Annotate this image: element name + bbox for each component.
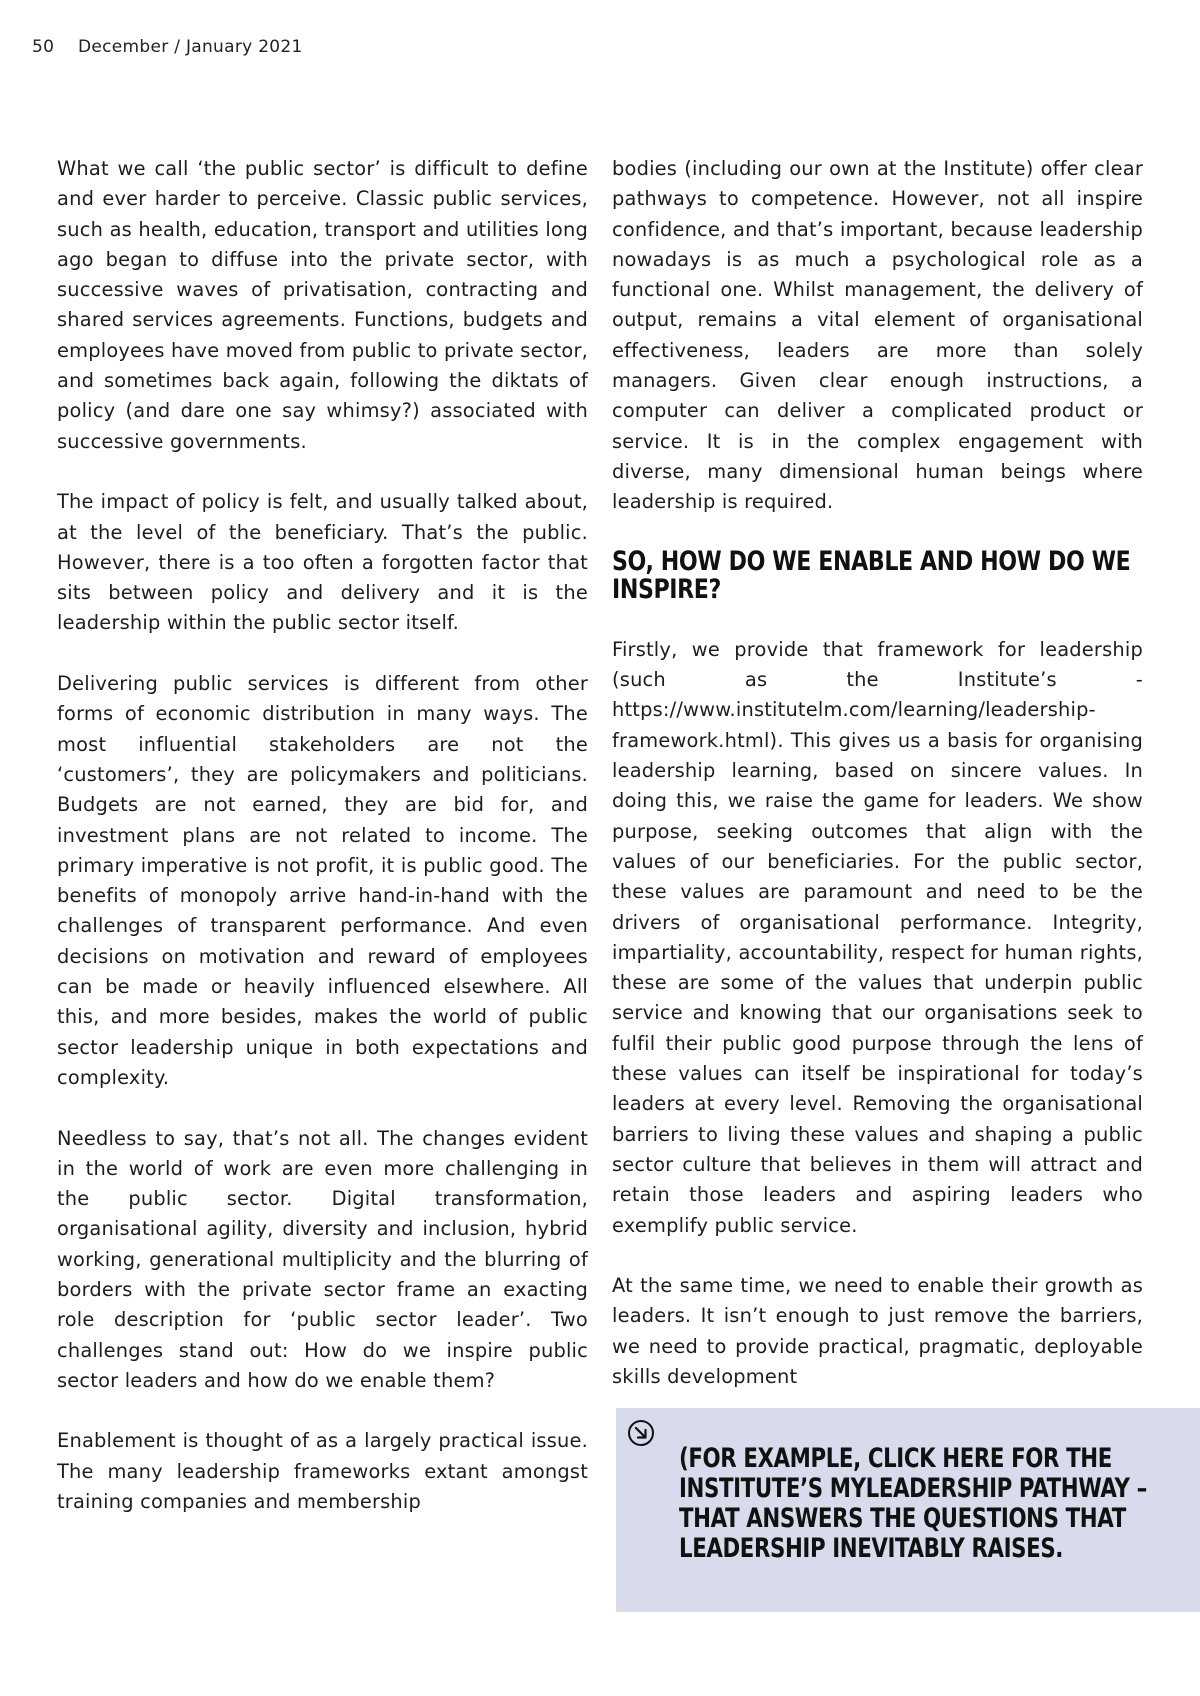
- arrow-down-right-circle-icon[interactable]: [627, 1419, 655, 1447]
- page-number: 50: [32, 37, 55, 57]
- paragraph: At the same time, we need to enable their growth as leaders. It isn’t enough to just remove the barriers, we need to provide practical, pragmatic, deployable skills development: [612, 1274, 1143, 1388]
- right-column: [612, 154, 1143, 1392]
- paragraph: Needless to say, that’s not all. The changes evident in the world of work are even more challenging in the public sector. Digital transformation, organisational agility, diversity and inclusion, hybrid working, generational multiplicity and the blurring of borders with the private sector frame an exacting role description for ‘public sector leader’. Two challenges stand out: How do we inspire public sector leaders and how do we enable them?: [57, 1126, 588, 1392]
- paragraph: Enablement is thought of as a largely practical issue. The many leadership frameworks extant amongst training companies and membership: [57, 1429, 588, 1514]
- left-column: [57, 154, 588, 1517]
- paragraph: The impact of policy is felt, and usually talked about, at the level of the beneficiary. That’s the public. However, there is a too often a forgotten factor that sits between policy and delivery and it is the leadership within the public sector itself.: [57, 490, 588, 635]
- paragraph: What we call ‘the public sector’ is difficult to define and ever harder to perceive. Classic public services, such as health, education, transport and utilities long ago began to diffuse into the private sector, with successive waves of privatisation, contracting and shared services agreements. Functions, budgets and employees have moved from public to private sector, and sometimes back again, following the diktats of policy (and dare one say whimsy?) associated with successive governments.: [57, 157, 588, 453]
- page-header: [32, 37, 303, 57]
- paragraph: Firstly, we provide that framework for leadership (such as the Institute’s - https://www.institutelm.com/learning/leadership-framework.html). This gives us a basis for organising leadership learning, based on sincere values. In doing this, we raise the game for leaders. We show purpose, seeking outcomes that align with the values of our beneficiaries. For the public sector, these values are paramount and need to be the drivers of organisational performance. Integrity, impartiality, accountability, respect for human rights, these are some of the values that underpin public service and knowing that our organisations seek to fulfil their public good purpose through the lens of these values can itself be inspirational for today’s leaders at every level. Removing the organisational barriers to living these values and shaping a public sector culture that believes in them will attract and retain those leaders and aspiring leaders who exemplify public service.: [612, 637, 1143, 1237]
- paragraph: bodies (including our own at the Institute) offer clear pathways to competence. However, not all inspire confidence, and that’s important, because leadership nowadays is as much a psychological role as a functional one. Whilst management, the delivery of output, remains a vital element of organisational effectiveness, leaders are more than solely managers. Given clear enough instructions, a computer can deliver a complicated product or service. It is in the complex engagement with diverse, many dimensional human beings where leadership is required.: [612, 157, 1143, 514]
- issue-date: December / January 2021: [77, 37, 303, 57]
- section-heading: SO, HOW DO WE ENABLE AND HOW DO WE INSPIRE?: [612, 545, 1131, 605]
- paragraph: Delivering public services is different from other forms of economic distribution in many ways. The most influential stakeholders are not the ‘customers’, they are policymakers and politicians. Budgets are not earned, they are bid for, and investment plans are not related to income. The primary imperative is not profit, it is public good. The benefits of monopoly arrive hand-in-hand with the challenges of transparent performance. And even decisions on motivation and reward of employees can be made or heavily influenced elsewhere. All this, and more besides, makes the world of public sector leadership unique in both expectations and complexity.: [57, 672, 588, 1089]
- callout-link-text[interactable]: (FOR EXAMPLE, CLICK HERE FOR THE INSTITUTE’S MYLEADERSHIP PATHWAY – THAT ANSWERS THE QUESTIONS THAT LEADERSHIP INEVITABLY RAISES.: [679, 1443, 1147, 1564]
- callout-box[interactable]: [616, 1408, 1200, 1612]
